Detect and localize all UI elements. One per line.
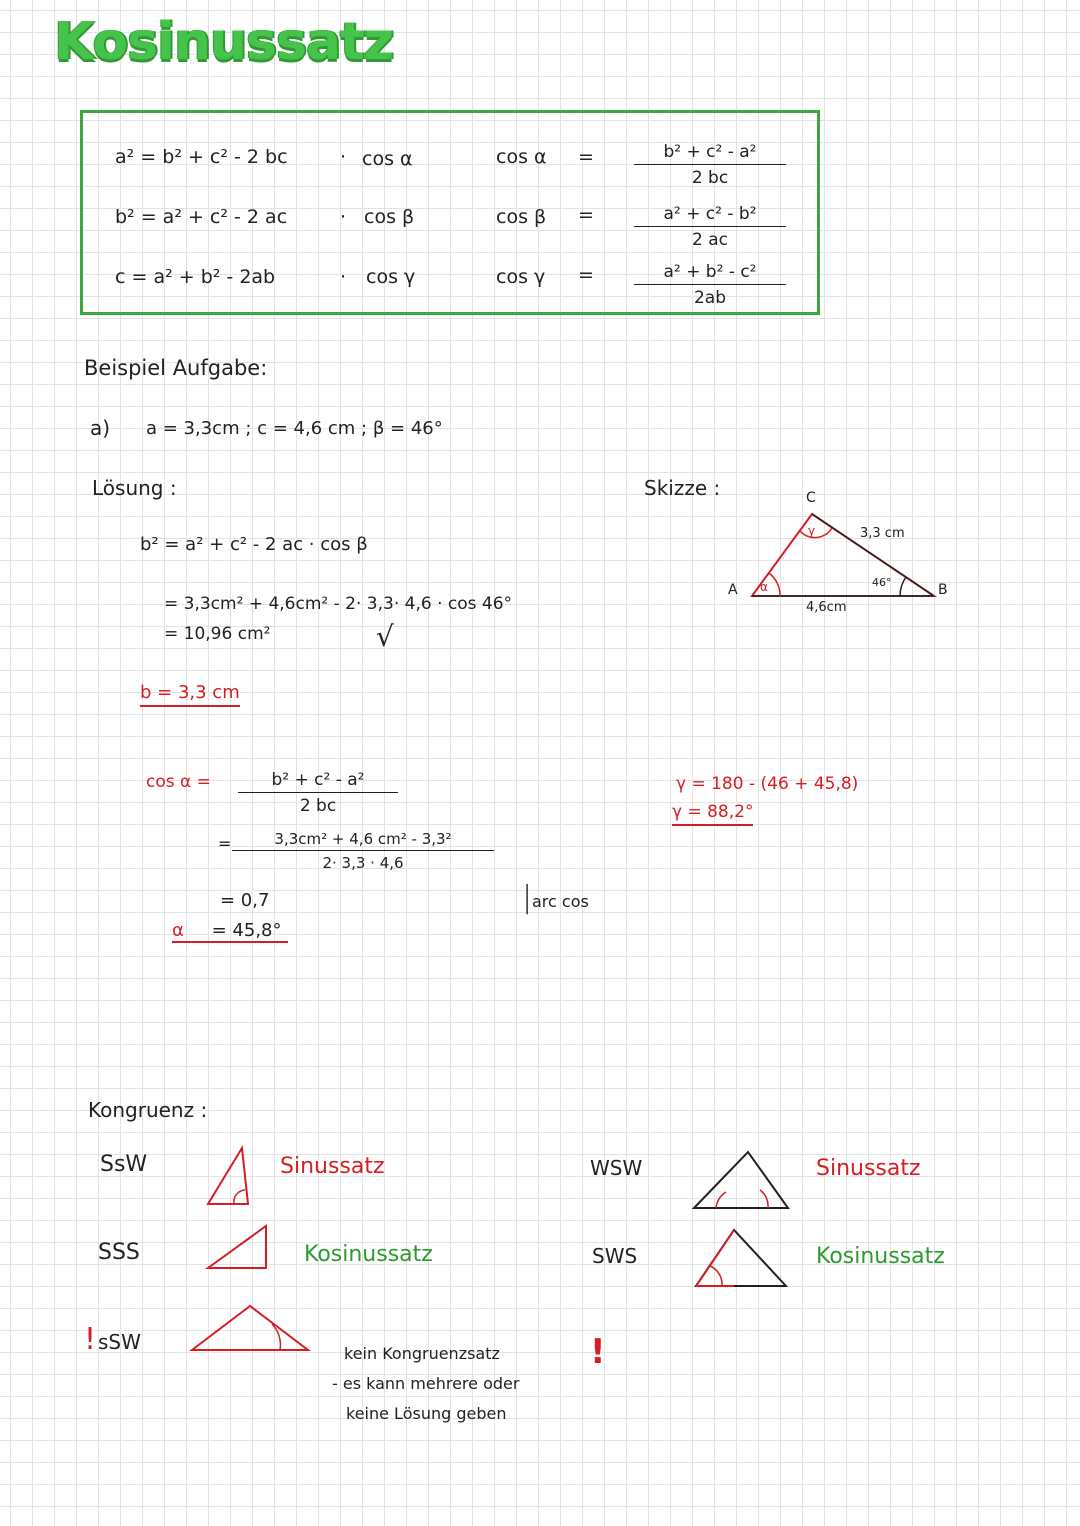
page-title: Kosinussatz <box>54 12 394 72</box>
label-C: C <box>806 490 816 506</box>
formula-b-eq: = <box>578 204 594 226</box>
code-ssw: SsW <box>100 1152 148 1177</box>
kongruenz-heading: Kongruenz : <box>88 1098 208 1122</box>
cos-alpha-values-num: 3,3cm² + 4,6 cm² - 3,3² <box>232 830 494 851</box>
code-ssw-ambiguous: sSW <box>98 1330 141 1354</box>
angle-alpha-label: α <box>760 580 768 594</box>
loesung-label: Lösung : <box>92 476 177 500</box>
eq-sign: = <box>218 834 232 853</box>
formula-a-cos: cos α <box>362 148 413 170</box>
cos-alpha-fraction <box>238 770 398 816</box>
code-wsw: WSW <box>590 1156 643 1180</box>
formula-c-cos-left: cos γ <box>496 266 546 288</box>
cos-alpha-label: cos α = <box>146 772 211 792</box>
alpha-result <box>172 920 288 943</box>
formula-c-cos: cos γ <box>366 266 416 288</box>
note-line1: kein Kongruenzsatz <box>344 1344 500 1363</box>
cos-alpha-num: b² + c² - a² <box>238 770 398 793</box>
cos-alpha-value: = 0,7 <box>220 890 270 911</box>
cos-alpha-den: 2 bc <box>299 796 337 816</box>
example-heading: Beispiel Aufgabe: <box>84 356 268 380</box>
formula-b-num: a² + c² - b² <box>634 204 786 227</box>
formula-b-den: 2 ac <box>692 230 728 250</box>
triangle-outline <box>752 514 934 596</box>
rule-wsw: Sinussatz <box>816 1156 921 1181</box>
cos-alpha-values-den: 2· 3,3 · 4,6 <box>322 854 404 872</box>
solution-line1: b² = a² + c² - 2 ac · cos β <box>140 534 368 555</box>
alpha-value: = 45,8° <box>211 920 282 941</box>
result-b <box>140 682 240 703</box>
triangle-sws-icon <box>694 1228 790 1288</box>
alpha-symbol: α <box>172 920 184 941</box>
solution-line2: = 3,3cm² + 4,6cm² - 2· 3,3· 4,6 · cos 46° <box>164 594 513 614</box>
label-A: A <box>728 582 738 598</box>
angle-gamma-label: γ <box>808 524 816 538</box>
label-B: B <box>938 582 948 598</box>
formula-b-fraction <box>634 204 786 250</box>
arccos-label: arc cos <box>532 892 589 911</box>
rule-sss: Kosinussatz <box>304 1242 433 1267</box>
formula-c-fraction <box>634 262 786 308</box>
formula-a-fraction <box>634 142 786 188</box>
sqrt-icon: √ <box>376 620 394 653</box>
formula-b-cos-left: cos β <box>496 206 547 228</box>
angle-alpha-arc <box>769 573 780 596</box>
exclamation-icon: ! <box>590 1332 606 1372</box>
note-line3: keine Lösung geben <box>346 1404 507 1423</box>
result-b-text: b = 3,3 cm <box>140 682 240 707</box>
ssw-warning-icon: ! <box>84 1322 97 1357</box>
formula-c-den: 2ab <box>693 288 727 308</box>
triangle-ssw-ambiguous-icon <box>190 1304 312 1354</box>
formula-c-eq: = <box>578 264 594 286</box>
dot: · <box>340 266 347 288</box>
side-a-label: 3,3 cm <box>860 526 905 541</box>
example-given: a = 3,3cm ; c = 4,6 cm ; β = 46° <box>146 418 443 439</box>
formula-a-lhs: a² = b² + c² - 2 bc <box>115 146 288 168</box>
rule-ssw: Sinussatz <box>280 1154 385 1179</box>
gamma-line2 <box>672 802 753 822</box>
rule-sws: Kosinussatz <box>816 1244 945 1269</box>
formula-c-num: a² + b² - c² <box>634 262 786 285</box>
triangle-wsw-icon <box>692 1150 792 1210</box>
triangle-ssw-icon <box>204 1146 264 1206</box>
dot: · <box>340 146 347 168</box>
gamma-line2-text: γ = 88,2° <box>672 802 753 826</box>
cos-alpha-values-fraction <box>232 830 494 872</box>
triangle-sss-icon <box>204 1224 270 1272</box>
formula-a-cos-left: cos α <box>496 146 547 168</box>
angle-beta-arc <box>900 577 906 596</box>
formula-a-eq: = <box>578 146 594 168</box>
arccos-bar: | <box>522 880 533 915</box>
formula-b-lhs: b² = a² + c² - 2 ac <box>115 206 288 228</box>
note-line2: - es kann mehrere oder <box>332 1374 520 1393</box>
skizze-label: Skizze : <box>644 476 721 500</box>
sketch-triangle <box>740 500 960 610</box>
side-c-label: 4,6cm <box>806 600 847 615</box>
formula-a-den: 2 bc <box>691 168 729 188</box>
code-sss: SSS <box>98 1240 140 1265</box>
formula-c-lhs: c = a² + b² - 2ab <box>115 266 276 288</box>
dot: · <box>340 206 347 228</box>
formula-b-cos: cos β <box>364 206 415 228</box>
solution-line3: = 10,96 cm² <box>164 624 271 644</box>
angle-beta-label: 46° <box>872 576 892 589</box>
code-sws: SWS <box>592 1244 638 1268</box>
example-part: a) <box>90 416 111 440</box>
formula-a-num: b² + c² - a² <box>634 142 786 165</box>
angle-gamma-arc <box>800 528 832 538</box>
gamma-line1: γ = 180 - (46 + 45,8) <box>676 774 859 794</box>
